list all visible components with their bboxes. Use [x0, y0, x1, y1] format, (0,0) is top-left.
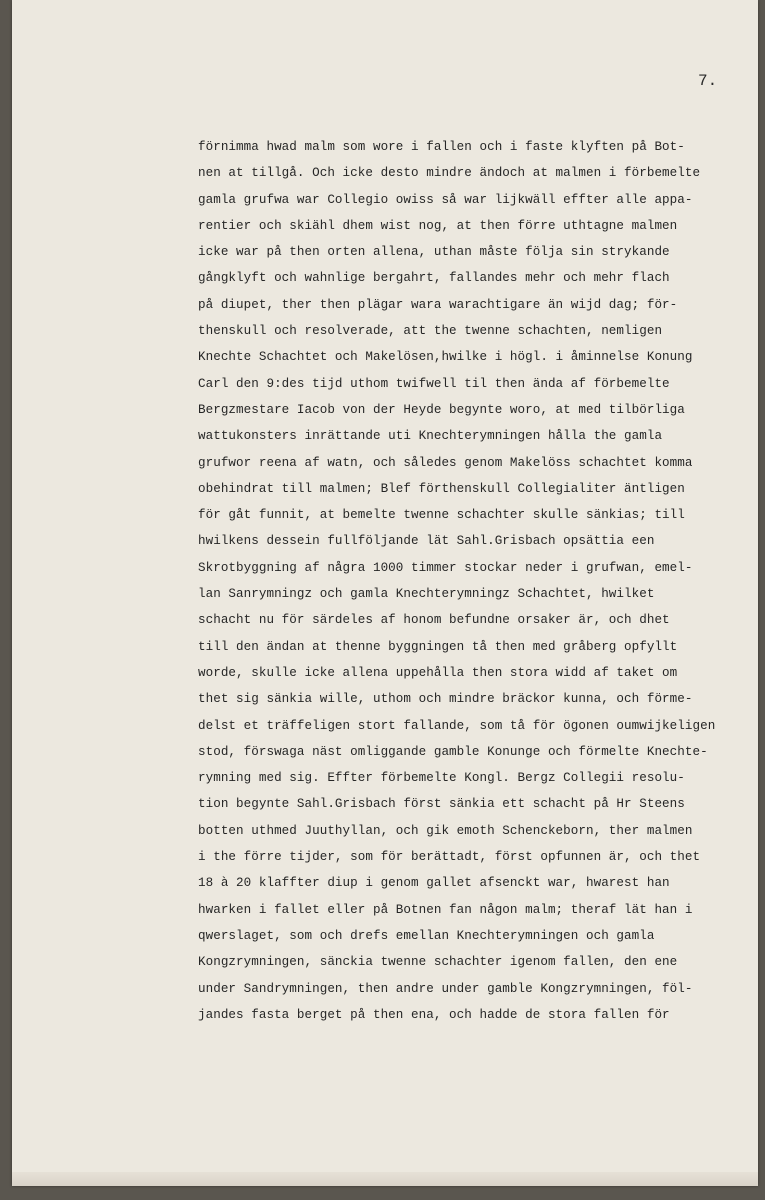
text-line: Skrotbyggning af några 1000 timmer stockar neder i grufwan, emel- — [198, 560, 693, 575]
text-line: delst et träffeligen stort fallande, som tå för ögonen oumwijkeligen — [198, 718, 716, 733]
text-line: hwilkens dessein fullföljande lät Sahl.Grisbach opsättia een — [198, 534, 655, 549]
text-line: wattukonsters inrättande uti Knechterymningen hålla the gamla — [198, 429, 663, 444]
text-line: thet sig sänkia wille, uthom och mindre bräckor kunna, och förme- — [198, 692, 693, 707]
text-line: gamla grufwa war Collegio owiss så war lijkwäll effter alle appa- — [198, 192, 693, 207]
text-line: gångklyft och wahnlige bergahrt, fallandes mehr och mehr flach — [198, 271, 670, 286]
text-line: schacht nu för särdeles af honom befundne orsaker är, och dhet — [198, 613, 670, 628]
text-line: nen at tillgå. Och icke desto mindre ändoch at malmen i förbemelte — [198, 166, 701, 181]
text-line: hwarken i fallet eller på Botnen fan någon malm; theraf lät han i — [198, 902, 693, 917]
text-line: under Sandrymningen, then andre under gamble Kongzrymningen, föl- — [198, 981, 693, 996]
text-line: Bergzmestare Iacob von der Heyde begynte woro, at med tilbörliga — [198, 402, 685, 417]
text-line: tion begynte Sahl.Grisbach först sänkia ett schacht på Hr Steens — [198, 797, 685, 812]
text-line: jandes fasta berget på then ena, och hadde de stora fallen för — [198, 1007, 670, 1022]
text-line: Carl den 9:des tijd uthom twifwell til then ända af förbemelte — [198, 376, 670, 391]
text-line: worde, skulle icke allena uppehålla then stora widd af taket om — [198, 665, 678, 680]
text-line: grufwor reena af watn, och således genom Makelöss schachtet komma — [198, 455, 693, 470]
text-line: för gåt funnit, at bemelte twenne schachter skulle sänkias; till — [198, 508, 685, 523]
document-page — [12, 0, 758, 1186]
text-line: 18 à 20 klaffter diup i genom gallet afsenckt war, hwarest han — [198, 876, 670, 891]
page-number: 7. — [698, 72, 718, 90]
text-line: Knechte Schachtet och Makelösen,hwilke i högl. i åminnelse Konung — [198, 350, 693, 365]
text-line: botten uthmed Juuthyllan, och gik emoth Schenckeborn, ther malmen — [198, 823, 693, 838]
text-line: lan Sanrymningz och gamla Knechterymningz Schachtet, hwilket — [198, 587, 655, 602]
text-line: till den ändan at thenne byggningen tå then med gråberg opfyllt — [198, 639, 678, 654]
text-line: stod, förswaga näst omliggande gamble Konunge och förmelte Knechte- — [198, 744, 708, 759]
text-line: thenskull och resolverade, att the twenne schachten, nemligen — [198, 324, 663, 339]
text-line: icke war på then orten allena, uthan måste följa sin strykande — [198, 245, 670, 260]
text-line: rymning med sig. Effter förbemelte Kongl. Bergz Collegii resolu- — [198, 771, 685, 786]
text-line: på diupet, ther then plägar wara warachtigare än wijd dag; för- — [198, 297, 678, 312]
text-line: Kongzrymningen, sänckia twenne schachter igenom fallen, den ene — [198, 955, 678, 970]
text-line: rentier och skiähl dhem wist nog, at then förre uthtagne malmen — [198, 218, 678, 233]
text-line: i the förre tijder, som för berättadt, först opfunnen är, och thet — [198, 850, 701, 865]
text-line: förnimma hwad malm som wore i fallen och i faste klyften på Bot- — [198, 140, 685, 154]
typed-body-text — [198, 134, 765, 1028]
text-line: qwerslaget, som och drefs emellan Knechterymningen och gamla — [198, 928, 655, 943]
text-line: obehindrat till malmen; Blef förthenskull Collegialiter äntligen — [198, 481, 685, 496]
